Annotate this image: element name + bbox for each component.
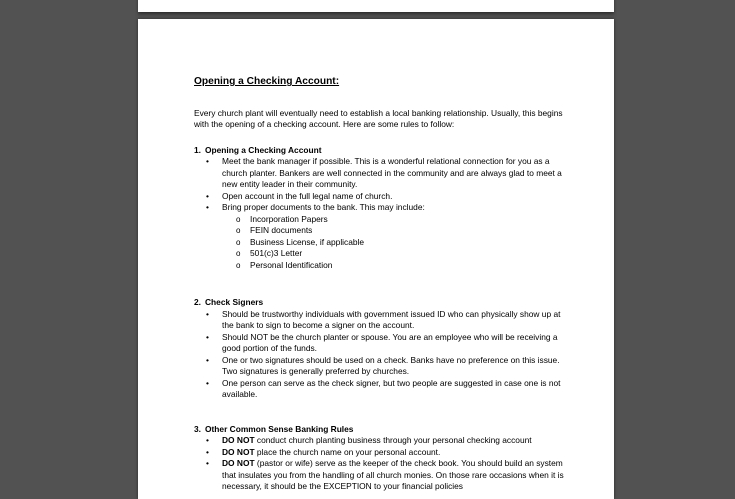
sub-list-item: o Incorporation Papers xyxy=(194,214,564,226)
list-item xyxy=(194,458,564,493)
page-content xyxy=(194,75,564,493)
list-item-text: conduct church planting business through your personal checking account xyxy=(254,435,532,445)
sub-list-item: o Business License, if applicable xyxy=(194,237,564,249)
list-item: • One person can serve as the check signer, but two people are suggested in case one is not available. xyxy=(194,378,564,401)
list-item: • Should be trustworthy individuals with government issued ID who can physically show up at the bank to sign to become a signer on the account. xyxy=(194,309,564,332)
list-item xyxy=(194,435,564,447)
sub-list-item: o 501(c)3 Letter xyxy=(194,248,564,260)
sub-list-item: o Personal Identification xyxy=(194,260,564,272)
document-title: Opening a Checking Account: xyxy=(194,76,340,87)
bullet-list xyxy=(194,435,564,493)
list-item xyxy=(194,202,564,271)
list-item-text: place the church name on your personal account. xyxy=(254,446,441,457)
list-item xyxy=(194,447,564,459)
emphasis-text: DO NOT xyxy=(222,458,255,468)
intro-paragraph: Every church plant will eventually need to establish a local banking relationship. Usually, this begins with the opening of a checking account. Here are some rules to follow: xyxy=(194,107,563,129)
section-number: 3. xyxy=(194,423,201,434)
emphasis-text: DO NOT xyxy=(222,446,255,457)
section-number: 2. xyxy=(194,297,201,307)
section-heading-text: Other Common Sense Banking Rules xyxy=(205,423,354,434)
emphasis-text: DO NOT xyxy=(222,435,255,445)
document-page xyxy=(138,19,614,499)
section-check-signers xyxy=(194,297,564,401)
section-heading-text: Check Signers xyxy=(205,297,264,307)
section-number: 1. xyxy=(194,144,201,155)
section-common-sense-rules xyxy=(194,424,564,493)
previous-page-edge xyxy=(138,0,614,12)
section-heading xyxy=(194,145,564,157)
list-item-text: Bring proper documents to the bank. This may include: xyxy=(222,202,425,212)
section-heading-text: Opening a Checking Account xyxy=(205,144,322,155)
section-opening-account xyxy=(194,145,564,272)
bullet-list xyxy=(194,156,564,271)
sub-list xyxy=(194,214,564,272)
list-item: • Open account in the full legal name of church. xyxy=(194,191,564,203)
list-item: • Meet the bank manager if possible. This is a wonderful relational connection for you as a church planter. Bankers are well connected in the community and are always glad to meet a new entity leader in their community. xyxy=(194,156,564,191)
bullet-list xyxy=(194,309,564,401)
list-item: • One or two signatures should be used on a check. Banks have no preference on this issue. Two signatures is generally preferred by churches. xyxy=(194,355,564,378)
list-item-text: (pastor or wife) serve as the keeper of the check book. You should build an system that insulates you from the handling of all church monies. On those rare occasions when it is necessary, it should be the EXCEPTION to your financial policies xyxy=(222,458,564,491)
list-item: • Should NOT be the church planter or spouse. You are an employee who will be receiving a good portion of the funds. xyxy=(194,332,564,355)
sub-list-item: o FEIN documents xyxy=(194,225,564,237)
section-heading xyxy=(194,297,564,309)
section-heading xyxy=(194,424,564,436)
